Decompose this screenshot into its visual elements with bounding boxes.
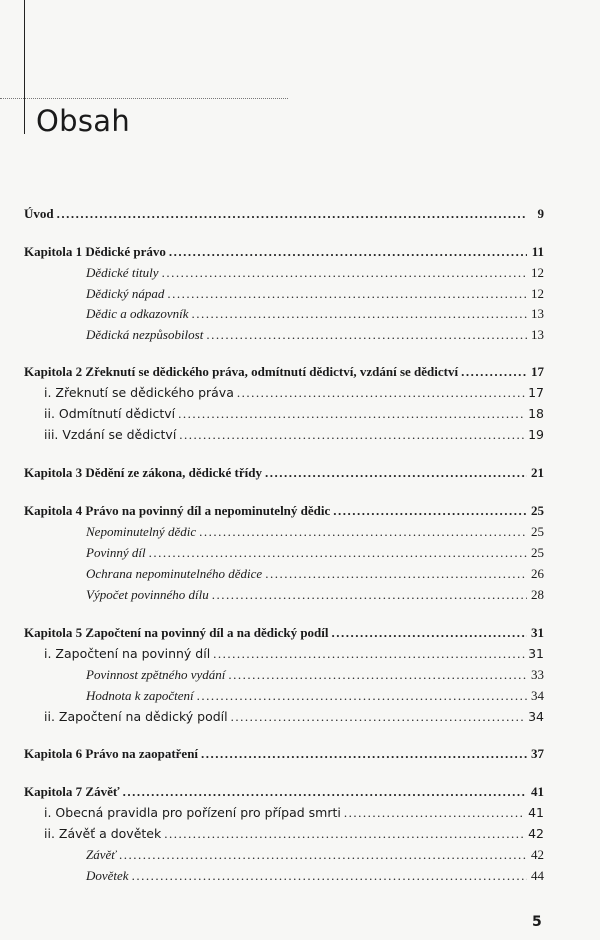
toc-entry-label: Dovětek (86, 868, 129, 883)
toc-leader (206, 327, 527, 343)
toc-leader (132, 868, 527, 884)
toc-entry-page: 18 (528, 406, 544, 421)
toc-entry-page: 25 (531, 503, 544, 518)
toc-entry-label: ii. Odmítnutí dědictví (44, 406, 176, 421)
dotted-rule (0, 98, 288, 99)
toc-entry-kapitola-4[interactable] (24, 503, 544, 521)
toc-entry-label: i. Zřeknutí se dědického práva (44, 385, 234, 400)
toc-entry-obecna-pravidla[interactable] (44, 805, 544, 823)
toc-entry-label: ii. Závěť a dovětek (44, 826, 162, 841)
toc-entry-dedic-a-odkazovnik[interactable] (86, 306, 544, 324)
toc-entry-label: Závěť (86, 847, 116, 862)
toc-entry-kapitola-3[interactable] (24, 465, 544, 483)
toc-entry-page: 12 (531, 265, 544, 280)
toc-entry-page: 12 (531, 286, 544, 301)
toc-entry-label: i. Započtení na povinný díl (44, 646, 211, 661)
toc-entry-page: 21 (531, 465, 544, 480)
toc-entry-zavet-a-dovetek[interactable] (44, 826, 544, 844)
toc-entry-page: 42 (531, 847, 544, 862)
toc-entry-dedicky-napad[interactable] (86, 286, 544, 304)
toc-entry-zapocteni-povinny-dil[interactable] (44, 646, 544, 664)
toc-leader (461, 364, 527, 380)
toc-entry-page: 34 (528, 709, 544, 724)
toc-entry-povinny-dil[interactable] (86, 545, 544, 563)
toc-leader (167, 286, 527, 302)
toc-entry-page: 19 (528, 427, 544, 442)
toc-entry-page: 13 (531, 306, 544, 321)
toc-leader (179, 427, 525, 443)
toc-entry-nepominutelny-dedic[interactable] (86, 524, 544, 542)
toc-leader (178, 406, 525, 422)
toc-leader (265, 566, 527, 582)
toc-leader (212, 587, 527, 603)
toc-entry-page: 25 (531, 524, 544, 539)
page-number: 5 (532, 914, 542, 930)
toc-entry-kapitola-2[interactable] (24, 364, 544, 382)
toc-entry-label: Kapitola 1 Dědické právo (24, 244, 166, 259)
toc-entry-page: 41 (531, 784, 544, 799)
toc-entry-page: 17 (531, 364, 544, 379)
toc-entry-label: Kapitola 7 Závěť (24, 784, 120, 799)
toc-entry-label: Výpočet povinného dílu (86, 587, 209, 602)
toc-entry-dedicke-tituly[interactable] (86, 265, 544, 283)
toc-leader (119, 847, 527, 863)
toc-leader (192, 306, 527, 322)
toc-entry-label: Dědic a odkazovník (86, 306, 189, 321)
toc-entry-page: 11 (531, 244, 544, 259)
toc-entry-label: iii. Vzdání se dědictví (44, 427, 177, 442)
toc-leader (57, 206, 527, 222)
toc-leader (237, 385, 525, 401)
margin-rule (24, 0, 25, 134)
toc-leader (199, 524, 527, 540)
toc-entry-vzdani[interactable] (44, 427, 544, 445)
toc-entry-label: Kapitola 3 Dědění ze zákona, dědické třídy (24, 465, 262, 480)
toc-leader (231, 709, 525, 725)
toc-entry-label: ii. Započtení na dědický podíl (44, 709, 228, 724)
toc-entry-ochrana[interactable] (86, 566, 544, 584)
toc-entry-page: 33 (531, 667, 544, 682)
toc-entry-label: Povinnost zpětného vydání (86, 667, 226, 682)
toc-entry-label: i. Obecná pravidla pro pořízení pro případ smrti (44, 805, 341, 820)
toc-leader (265, 465, 527, 481)
toc-entry-odmitnuti[interactable] (44, 406, 544, 424)
toc-entry-label: Úvod (24, 206, 54, 221)
toc-entry-kapitola-5[interactable] (24, 625, 544, 643)
page-title: Obsah (36, 104, 130, 138)
toc-leader (201, 746, 527, 762)
toc-entry-page: 13 (531, 327, 544, 342)
toc-entry-kapitola-7[interactable] (24, 784, 544, 802)
toc-leader (333, 503, 527, 519)
toc-entry-label: Ochrana nepominutelného dědice (86, 566, 263, 581)
toc-entry-hodnota-k-zapocteni[interactable] (86, 688, 544, 706)
toc-entry-label: Nepominutelný dědic (86, 524, 197, 539)
toc-entry-label: Povinný díl (86, 545, 146, 560)
toc-entry-page: 44 (531, 868, 544, 883)
toc-entry-page: 17 (528, 385, 544, 400)
toc-leader (213, 646, 525, 662)
toc-entry-label: Hodnota k započtení (86, 688, 194, 703)
toc-entry-page: 42 (528, 826, 544, 841)
toc-entry-page: 41 (528, 805, 544, 820)
toc-entry-page: 31 (531, 625, 544, 640)
toc-entry-dedicka-nezpusobilost[interactable] (86, 327, 544, 345)
toc-entry-zavet[interactable] (86, 847, 544, 865)
toc-entry-label: Kapitola 5 Započtení na povinný díl a na dědický podíl (24, 625, 329, 640)
toc-entry-label: Kapitola 2 Zřeknutí se dědického práva, odmítnutí dědictví, vzdání se dědictví (24, 364, 459, 379)
toc-entry-label: Kapitola 4 Právo na povinný díl a nepominutelný dědic (24, 503, 331, 518)
toc-entry-page: 26 (531, 566, 544, 581)
toc-entry-page: 28 (531, 587, 544, 602)
toc-entry-kapitola-1[interactable] (24, 244, 544, 262)
toc-entry-page: 34 (531, 688, 544, 703)
toc-entry-dovetek[interactable] (86, 868, 544, 886)
toc-leader (169, 244, 527, 260)
toc-entry-kapitola-6[interactable] (24, 746, 544, 764)
toc-entry-povinnost-zpetneho-vydani[interactable] (86, 667, 544, 685)
toc-leader (228, 667, 527, 683)
toc-entry-vypocet[interactable] (86, 587, 544, 605)
toc-leader (162, 265, 527, 281)
toc-leader (149, 545, 527, 561)
toc-leader (332, 625, 528, 641)
toc-leader (344, 805, 525, 821)
toc-leader (123, 784, 527, 800)
toc-entry-page: 37 (531, 746, 544, 761)
toc-entry-label: Dědický nápad (86, 286, 165, 301)
toc-entry-label: Dědická nezpůsobilost (86, 327, 204, 342)
toc-entry-zapocteni-dedicky-podil[interactable] (44, 709, 544, 727)
toc-entry-page: 31 (528, 646, 544, 661)
toc-entry-label: Kapitola 6 Právo na zaopatření (24, 746, 199, 761)
toc-entry-page: 9 (537, 206, 544, 221)
toc-entry-page: 25 (531, 545, 544, 560)
toc-entry-label: Dědické tituly (86, 265, 159, 280)
toc-entry-uvod[interactable] (24, 206, 544, 224)
toc-leader (164, 826, 525, 842)
toc-entry-zreknuti[interactable] (44, 385, 544, 403)
toc-leader (197, 688, 527, 704)
